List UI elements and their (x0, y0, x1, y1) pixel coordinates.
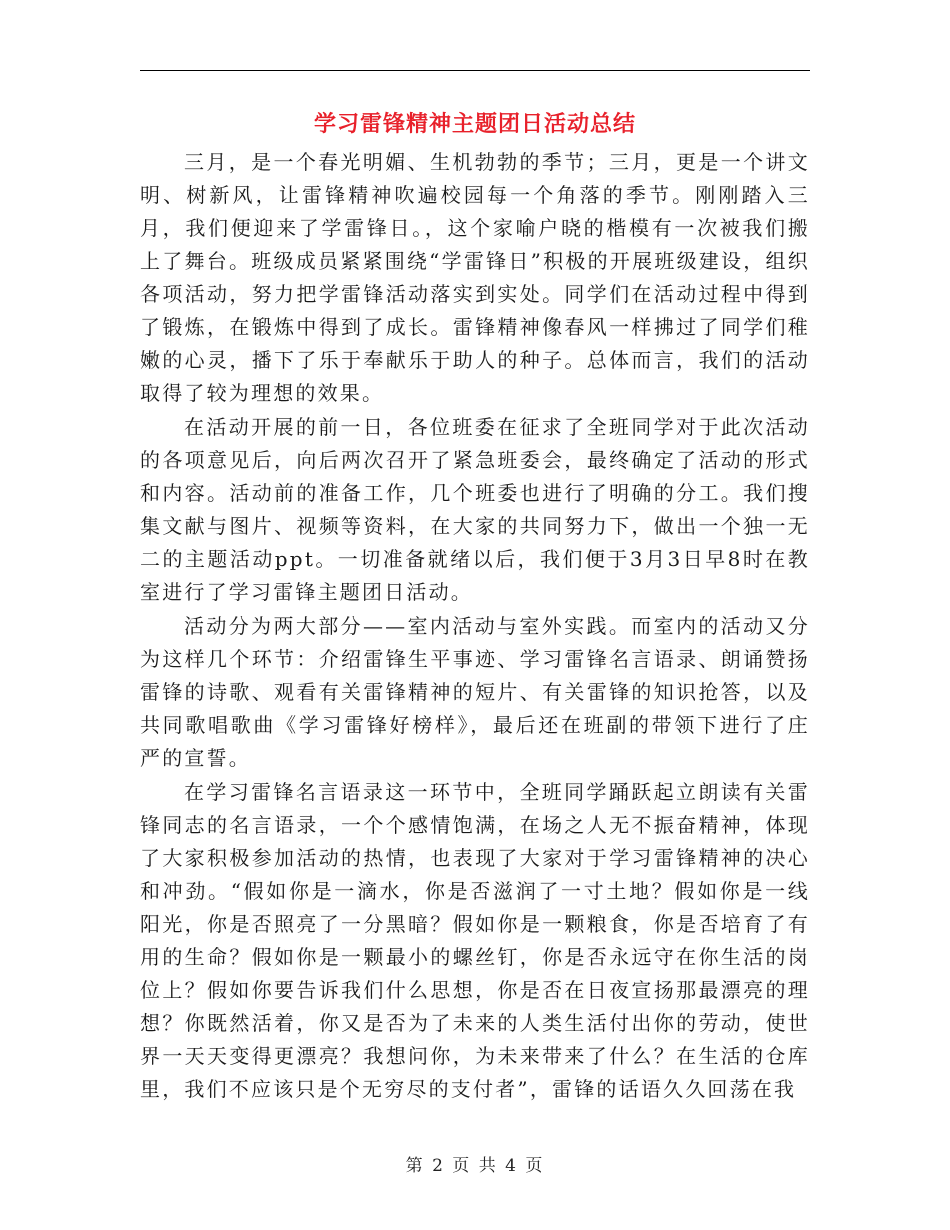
paragraph-1: 三月，是一个春光明媚、生机勃勃的季节；三月，更是一个讲文明、树新风，让雷锋精神吹遍校园每一个角落的季节。刚刚踏入三月，我们便迎来了学雷锋日。，这个家喻户晓的楷模有一次被我们搬上了舞台。班级成员紧紧围绕“学雷锋日”积极的开展班级建设，组织各项活动，努力把学雷锋活动落实到实处。同学们在活动过程中得到了锻炼，在锻炼中得到了成长。雷锋精神像春风一样拂过了同学们稚嫩的心灵，播下了乐于奉献乐于助人的种子。总体而言，我们的活动取得了较为理想的效果。 (140, 150, 810, 405)
document-title: 学习雷锋精神主题团日活动总结 (313, 111, 636, 137)
paragraph-2: 在活动开展的前一日，各位班委在征求了全班同学对于此次活动的各项意见后，向后两次召开了紧急班委会，最终确定了活动的形式和内容。活动前的准备工作，几个班委也进行了明确的分工。我们搜集文献与图片、视频等资料，在大家的共同努力下，做出一个独一无二的主题活动ppt。一切准备就绪以后，我们便于3月3日早8时在教室进行了学习雷锋主题团日活动。 (140, 415, 810, 604)
page-number: 第 2 页 共 4 页 (405, 1156, 545, 1176)
document-body (140, 146, 810, 1106)
header-rule (140, 70, 810, 71)
paragraph-4: 在学习雷锋名言语录这一环节中，全班同学踊跃起立朗读有关雷锋同志的名言语录，一个个感情饱满，在场之人无不振奋精神，体现了大家积极参加活动的热情，也表现了大家对于学习雷锋精神的决心和冲劲。“假如你是一滴水，你是否滋润了一寸土地？假如你是一线阳光，你是否照亮了一分黑暗？假如你是一颗粮食，你是否培育了有用的生命？假如你是一颗最小的螺丝钉，你是否永远守在你生活的岗位上？假如你要告诉我们什么思想，你是否在日夜宣扬那最漂亮的理想？你既然活着，你又是否为了未来的人类生活付出你的劳动，使世界一天天变得更漂亮？我想问你，为未来带来了什么？在生活的仓库里，我们不应该只是个无穷尽的支付者”，雷锋的话语久久回荡在我 (140, 780, 810, 1101)
paragraph-3: 活动分为两大部分——室内活动与室外实践。而室内的活动又分为这样几个环节：介绍雷锋生平事迹、学习雷锋名言语录、朗诵赞扬雷锋的诗歌、观看有关雷锋精神的短片、有关雷锋的知识抢答，以及共同歌唱歌曲《学习雷锋好榜样》，最后还在班副的带领下进行了庄严的宣誓。 (140, 614, 810, 770)
